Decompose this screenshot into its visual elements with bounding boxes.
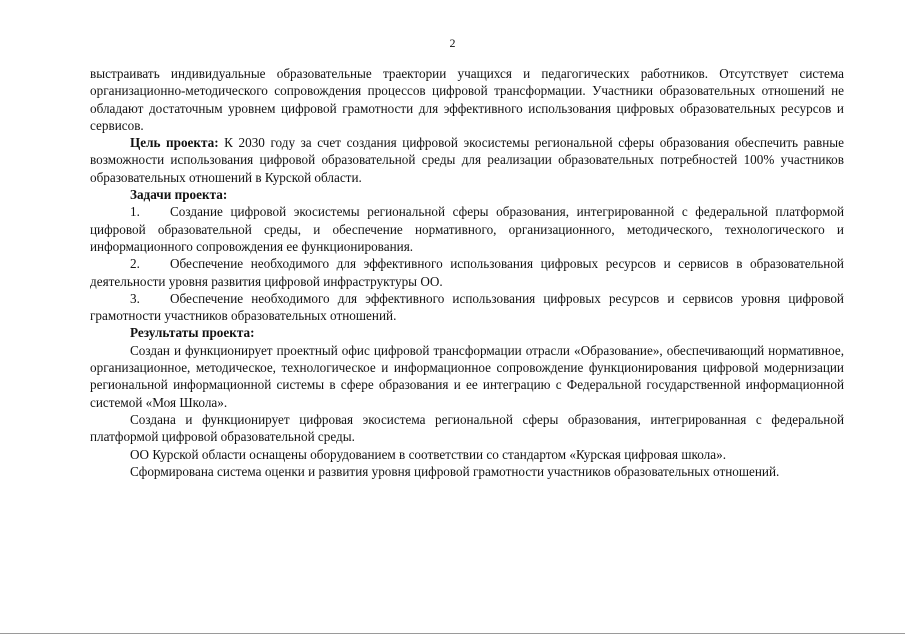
task-item-2 [90, 255, 844, 290]
task-text: Обеспечение необходимого для эффективного использования цифровых ресурсов и сервисов уровня цифровой грамотности участников образовательных отношений. [90, 290, 844, 324]
task-text: Создание цифровой экосистемы региональной сферы образования, интегрированной с федеральной платформой цифровой образовательной среды, и обеспечение нормативного, организационного, методического, технологического и информационного сопровождения ее функционирования. [90, 204, 844, 254]
task-number: 2. [130, 256, 140, 272]
result-item-2: Создана и функционирует цифровая экосистема региональной сферы образования, интегрированная с федеральной платформой цифровой образовательной среды. [90, 411, 844, 445]
page-bottom-edge [0, 633, 905, 634]
results-heading: Результаты проекта: [130, 325, 255, 341]
task-text: Обеспечение необходимого для эффективного использования цифровых ресурсов и сервисов в образовательной деятельности уровня развития цифровой инфраструктуры ОО. [90, 256, 844, 289]
document-body [90, 65, 844, 480]
tasks-heading: Задачи проекта: [130, 187, 228, 203]
goal-label: Цель проекта: [130, 135, 219, 151]
result-item-3: ОО Курской области оснащены оборудованием в соответствии со стандартом «Курская цифровая школа». [130, 446, 726, 462]
result-item-1: Создан и функционирует проектный офис цифровой трансформации отрасли «Образование», обеспечивающий нормативное, организационное, методическое, технологическое и информационное сопровождение функционирования цифровой модернизации региональной информационной системы в сфере образования и ее интеграцию с Федеральной государственной информационной системой «Моя Школа». [90, 342, 844, 410]
intro-paragraph: выстраивать индивидуальные образовательные траектории учащихся и педагогических работников. Отсутствует система организационно-методического сопровождения процессов цифровой трансформации. Участники образовательных отношений не обладают достаточным уровнем цифровой грамотности для эффективного использования цифровых образовательных ресурсов и сервисов. [90, 66, 844, 133]
result-item-4: Сформирована система оценки и развития уровня цифровой грамотности участников образовательных отношений. [130, 463, 780, 479]
page-number: 2 [449, 36, 456, 50]
task-number: 1. [130, 204, 140, 220]
goal-paragraph [90, 134, 844, 186]
goal-text: К 2030 году за счет создания цифровой экосистемы региональной сферы образования обеспечить равные возможности использования цифровой образовательной среды для реализации образовательных потребностей 100% участников образовательных отношений в Курской области. [90, 135, 845, 185]
task-item-3 [90, 290, 844, 325]
task-number: 3. [130, 290, 140, 306]
task-item-1 [90, 203, 844, 255]
